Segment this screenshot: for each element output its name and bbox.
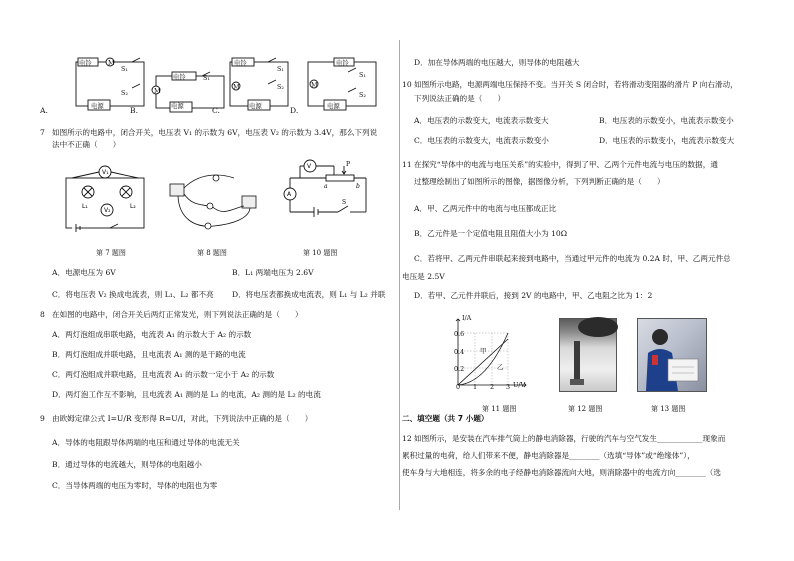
q11-option-c-line2: 电压是 2.5V [402, 272, 445, 281]
q11-number: 11 [402, 160, 412, 169]
graph-xlabel: U/V [513, 381, 526, 389]
svg-text:L₂: L₂ [130, 203, 136, 210]
graph-ytick-0.4: 0.4 [454, 348, 465, 356]
q10-option-d: D．电压表的示数变小，电流表示数变大 [599, 136, 735, 145]
q8-text: 在如图的电路中，闭合开关后两灯正常发光，则下列说法正确的是（ ） [52, 310, 303, 319]
q8-option-c: C．两灯泡组成并联电路，且电流表 A₁ 的示数一定小于 A₂ 的示数 [52, 370, 275, 379]
svg-text:V₁: V₁ [102, 169, 109, 176]
q12-text-line3: 使车身与大地相连，将多余的电子经静电消除器流向大地，则消除器中的电流方向________（选 [402, 468, 721, 477]
circuit-c-bell: 电铃 [234, 59, 247, 67]
svg-text:V: V [307, 163, 312, 170]
figure-7-circuit [62, 164, 148, 234]
circuit-a-motor: M [108, 59, 115, 67]
q10-option-b: B．电压表的示数变小，电流表示数变小 [599, 116, 734, 125]
q10-number: 10 [402, 80, 412, 89]
column-divider [399, 40, 400, 510]
q7-option-c: C．将电压表 V₂ 换成电流表，则 L₁、L₂ 都不亮 [52, 290, 214, 299]
figure-8-caption: 第 8 题图 [197, 249, 227, 257]
svg-text:L₁: L₁ [82, 203, 88, 210]
q12-text-line1: 如图所示，是安装在汽车排气筒上的静电消除器，行驶的汽车与空气发生____________现象而 [414, 434, 726, 443]
graph-xtick-3: 3 [506, 383, 511, 391]
graph-series-yi: 乙 [497, 363, 504, 371]
circuit-b-motor: M [154, 87, 161, 95]
q10-text-line2: 下列说法正确的是（ ） [414, 94, 506, 103]
q8-option-b: B．两灯泡组成并联电路，且电流表 A₁ 测的是干路的电流 [52, 350, 246, 359]
circuit-a-s2: S₂ [121, 89, 128, 97]
section-2-heading: 二、填空题（共 7 小题） [402, 414, 489, 423]
circuit-b-bell: 电铃 [173, 73, 186, 81]
q11-text-line2: 过整理绘制出了如图所示的图像，据图像分析，下列判断正确的是（ ） [414, 177, 665, 186]
q7-number: 7 [40, 128, 45, 137]
circuit-c-s2: S₂ [277, 83, 284, 91]
graph-ytick-0.2: 0.2 [454, 365, 465, 373]
q9-option-a: A．导体的电阻跟导体两端的电压和通过导体的电流无关 [52, 438, 240, 447]
circuit-a-s1: S₁ [121, 65, 128, 73]
q9-number: 9 [40, 414, 45, 423]
svg-text:V₂: V₂ [104, 207, 111, 214]
q7-option-b: B．L₁ 两端电压为 2.6V [232, 268, 314, 277]
option-c-label: C. [212, 106, 220, 115]
option-d-label: D. [290, 106, 299, 115]
q7-text-line2: 法中不正确（ ） [52, 140, 121, 149]
q11-option-d: D．若甲、乙元件并联后，接到 2V 的电路中，甲、乙电阻之比为 1：2 [414, 291, 653, 300]
q12-text-line2: 累积过量的电荷，给人们带来不便，静电消除器是________（选填“导体”或“绝缘体”）， [402, 451, 695, 460]
graph-xtick-2: 2 [490, 383, 495, 391]
figure-7-caption: 第 7 题图 [96, 249, 126, 257]
circuit-c-s1: S₁ [277, 65, 284, 73]
svg-text:S: S [342, 199, 347, 206]
q9-text: 由欧姆定律公式 I=U/R 变形得 R=U/I，对此，下列说法中正确的是（ ） [52, 414, 313, 423]
graph-xtick-0: 0 [456, 383, 461, 391]
q11-option-b: B．乙元件是一个定值电阻且阻值大小为 10Ω [414, 229, 568, 238]
circuit-c-source: 电源 [249, 102, 262, 110]
figure-12-photo [559, 318, 617, 392]
graph-ylabel: I/A [462, 314, 472, 322]
circuit-d-bell: 电铃 [336, 59, 349, 67]
figure-12-caption: 第 12 题图 [568, 405, 603, 413]
graph-series-jia: 甲 [480, 347, 487, 355]
circuit-a-source: 电源 [91, 102, 104, 110]
q12-number: 12 [402, 434, 412, 443]
figure-8-apparatus [164, 168, 264, 232]
circuit-a-bell: 电铃 [79, 59, 92, 67]
q9-option-b: B．通过导体的电流越大，则导体的电阻越小 [52, 460, 202, 469]
figure-13-caption: 第 13 题图 [651, 405, 686, 413]
circuit-b-source: 电源 [171, 102, 184, 110]
q8-number: 8 [40, 310, 45, 319]
figure-13-photo [637, 318, 707, 392]
svg-text:A: A [287, 191, 292, 198]
q8-option-a: A．两灯泡组成串联电路，电流表 A₁ 的示数大于 A₂ 的示数 [52, 330, 252, 339]
figure-10-caption: 第 10 题图 [303, 249, 338, 257]
q10-text-line1: 如图所示电路，电源两端电压保持不变。当开关 S 闭合时，若将滑动变阻器的滑片 P 向右滑动， [414, 80, 738, 89]
q7-option-a: A．电源电压为 6V [52, 268, 116, 277]
q10-option-a: A．电压表的示数变大，电流表示数变大 [414, 116, 549, 125]
q10-option-c: C．电压表的示数变大，电流表示数变小 [414, 136, 549, 145]
circuit-d-s2: S₂ [359, 91, 366, 99]
figure-10-circuit [280, 160, 376, 222]
svg-text:a: a [324, 183, 328, 190]
q9-option-c: C．当导体两端的电压为零时，导体的电阻也为零 [52, 481, 218, 490]
circuit-d-s1: S₁ [359, 71, 366, 79]
q11-option-c-line1: C．若将甲、乙两元件串联起来接到电路中，当通过甲元件的电流为 0.2A 时，甲、乙两元件总 [414, 254, 731, 263]
q11-text-line1: 在探究“导体中的电流与电压关系”的实验中，得到了甲、乙两个元件电流与电压的数据，通 [414, 160, 718, 169]
option-b-label: B. [130, 106, 138, 115]
option-a-label: A. [40, 106, 48, 115]
figure-11-caption: 第 11 题图 [482, 405, 517, 413]
graph-xtick-1: 1 [473, 383, 478, 391]
q9-option-d: D．加在导体两端的电压越大，则导体的电阻越大 [414, 58, 580, 67]
q7-option-d: D．将电压表都换成电流表，则 L₁ 与 L₂ 并联 [232, 290, 386, 299]
circuit-b-s1: S₁ [203, 74, 210, 82]
q11-option-a: A．甲、乙两元件中的电流与电压都成正比 [414, 204, 557, 213]
q7-text-line1: 如图所示的电路中，闭合开关，电压表 V₁ 的示数为 6V，电压表 V₂ 的示数为 3.4V，那么下列说 [52, 128, 378, 137]
circuit-c-motor: M [233, 83, 240, 91]
svg-text:P: P [346, 161, 351, 168]
graph-ytick-0.6: 0.6 [454, 330, 465, 338]
q8-option-d: D．两灯泡工作互不影响，且电流表 A₁ 测的是 L₁ 的电流，A₂ 测的是 L₂ 的电流 [52, 390, 321, 399]
circuit-d-motor: M [311, 81, 318, 89]
circuit-d-source: 电源 [327, 102, 340, 110]
svg-text:b: b [356, 183, 360, 190]
